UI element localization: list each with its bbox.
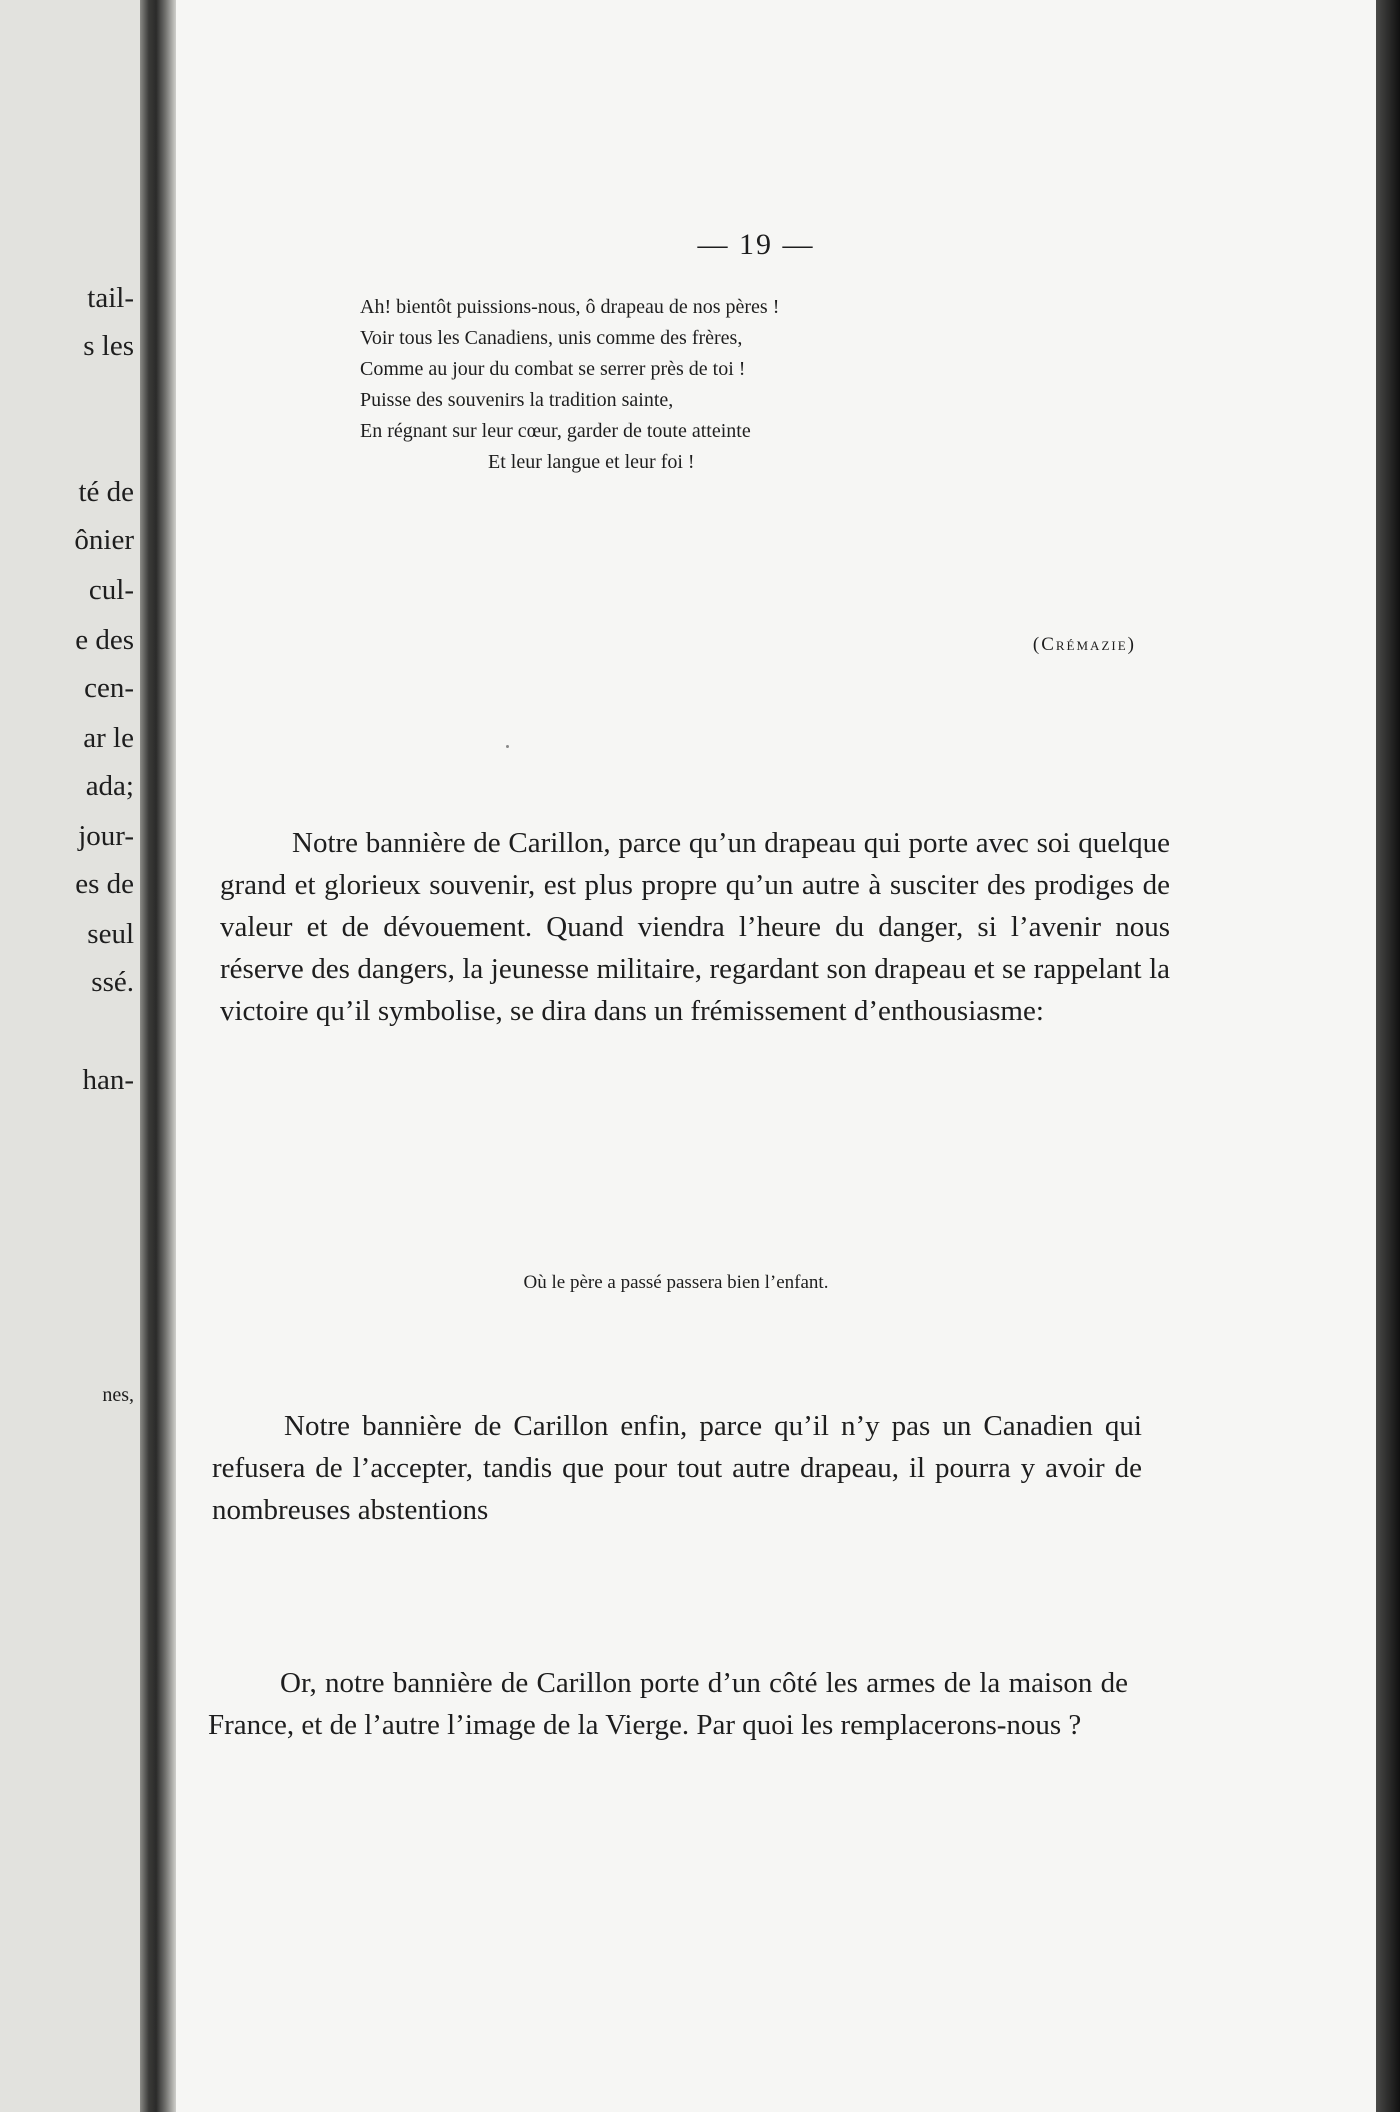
poem-line: Voir tous les Canadiens, unis comme des frères, bbox=[360, 327, 743, 349]
poem-line: Ah! bientôt puissions-nous, ô drapeau de nos pères ! bbox=[360, 296, 780, 318]
left-page-line: ada; bbox=[85, 770, 134, 802]
poem-line: Et leur langue et leur foi ! bbox=[488, 451, 695, 473]
print-speck bbox=[506, 745, 509, 748]
left-page-line: ônier bbox=[74, 524, 134, 556]
left-page-line: ssé. bbox=[91, 966, 134, 998]
page-right-edge bbox=[1376, 0, 1400, 2112]
left-page-line: seul bbox=[87, 918, 134, 950]
paragraph-text: Notre bannière de Carillon enfin, parce qu’il n’y pas un Canadien qui refusera de l’accepter, tandis que pour tout autre drapeau, il pourra y avoir de nombreuses abstentions bbox=[212, 1410, 1142, 1526]
left-page-line: es de bbox=[75, 868, 134, 900]
poem-line: En régnant sur leur cœur, garder de toute atteinte bbox=[360, 420, 751, 442]
poem-line: Puisse des souvenirs la tradition sainte, bbox=[360, 389, 674, 411]
left-page-line: cul- bbox=[88, 574, 134, 606]
left-page-line: jour- bbox=[78, 820, 134, 852]
left-page-line: nes, bbox=[102, 1384, 134, 1406]
left-page-line: tail- bbox=[87, 282, 134, 314]
left-page-line: cen- bbox=[84, 672, 134, 704]
paragraph-2 bbox=[212, 1405, 1142, 1531]
paragraph-1 bbox=[220, 822, 1170, 1032]
quote-line: Où le père a passé passera bien l’enfant. bbox=[523, 1272, 829, 1293]
left-page-line: ar le bbox=[83, 722, 134, 754]
left-page-line: s les bbox=[83, 330, 134, 362]
book-gutter bbox=[140, 0, 176, 2112]
paragraph-3 bbox=[208, 1662, 1128, 1746]
paragraph-text: Notre bannière de Carillon, parce qu’un drapeau qui porte avec soi quelque grand et glorieux souvenir, est plus propre qu’un autre à susciter des prodiges de valeur et de dévouement. Quand viendra l’heure du danger, si l’avenir nous réserve des dangers, la jeunesse militaire, regardant son drapeau et se rappelant la victoire qu’il symbolise, se dira dans un frémissement d’enthousiasme: bbox=[220, 827, 1170, 1027]
paragraph-text: Or, notre bannière de Carillon porte d’un côté les armes de la maison de France, et de l’autre l’image de la Vierge. Par quoi les remplacerons-nous ? bbox=[208, 1667, 1128, 1741]
left-page-line: e des bbox=[75, 624, 134, 656]
left-page-line: han- bbox=[82, 1064, 134, 1096]
left-facing-page bbox=[0, 0, 140, 2112]
poem-attribution: (Crémazie) bbox=[1032, 634, 1136, 655]
left-page-line: té de bbox=[78, 476, 134, 508]
poem-line: Comme au jour du combat se serrer près de toi ! bbox=[360, 358, 746, 380]
page-number: — 19 — bbox=[697, 228, 815, 261]
poem-block bbox=[360, 292, 1080, 478]
main-page bbox=[176, 0, 1376, 2112]
